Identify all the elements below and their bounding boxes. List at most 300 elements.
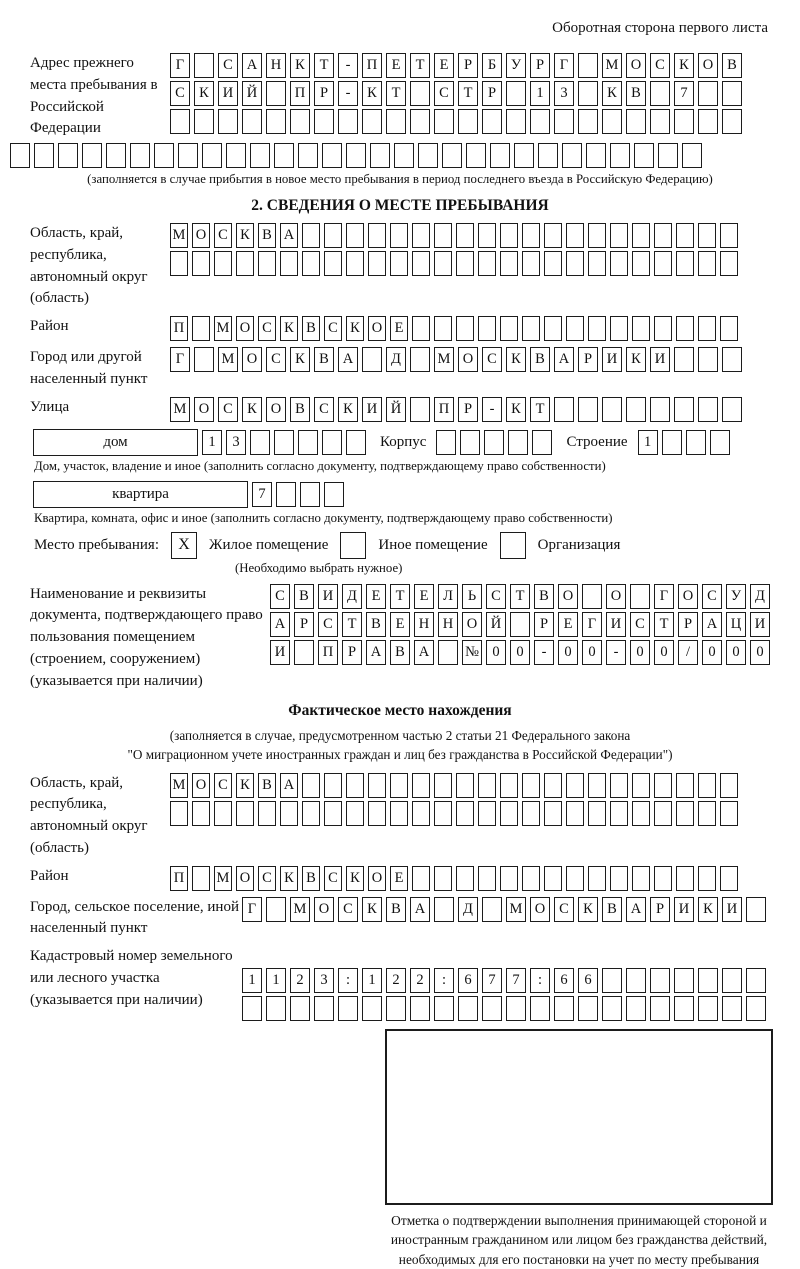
char-box <box>650 109 670 134</box>
char-box: П <box>362 53 382 78</box>
char-box: А <box>270 612 290 637</box>
cadastral-label: Кадастровый номер земельного или лесного участка (указывается при наличии) <box>30 948 233 1008</box>
char-box: 0 <box>654 640 674 665</box>
char-box: О <box>458 347 478 372</box>
char-box: Г <box>654 584 674 609</box>
city-block <box>30 347 770 391</box>
char-box <box>242 996 262 1021</box>
char-box <box>434 109 454 134</box>
prev-address-label: Адрес прежнего места пребывания в Российской Федерации <box>30 55 158 137</box>
char-box: К <box>290 347 310 372</box>
char-box: Р <box>314 81 334 106</box>
char-box <box>632 773 650 798</box>
char-box: 1 <box>266 968 286 993</box>
char-box: К <box>280 316 298 341</box>
char-box <box>698 397 718 422</box>
char-box <box>522 251 540 276</box>
char-box <box>386 996 406 1021</box>
char-box <box>514 143 534 168</box>
char-box <box>610 801 628 826</box>
char-box <box>650 397 670 422</box>
street-label: Улица <box>30 398 70 415</box>
char-box <box>324 773 342 798</box>
char-box <box>588 801 606 826</box>
char-box: Й <box>242 81 262 106</box>
char-box <box>720 316 738 341</box>
document-row-3 <box>270 640 770 665</box>
char-box: А <box>366 640 386 665</box>
char-box <box>722 996 742 1021</box>
char-box: 1 <box>202 430 222 455</box>
char-box <box>434 773 452 798</box>
char-box <box>544 866 562 891</box>
char-box <box>106 143 126 168</box>
char-box: В <box>314 347 334 372</box>
char-box <box>602 996 622 1021</box>
char-box: С <box>270 584 290 609</box>
char-box: В <box>366 612 386 637</box>
char-box <box>566 316 584 341</box>
char-box: 0 <box>750 640 770 665</box>
char-box: К <box>242 397 262 422</box>
char-box <box>720 801 738 826</box>
char-box: К <box>698 897 718 922</box>
char-box <box>538 143 558 168</box>
document-label: Наименование и реквизиты документа, подтверждающего право пользования помещением (строением, сооружением) (указывается при наличии) <box>30 585 263 689</box>
char-box: П <box>290 81 310 106</box>
char-box: С <box>338 897 358 922</box>
char-box: И <box>722 897 742 922</box>
char-box: 7 <box>252 482 272 507</box>
char-box: А <box>626 897 646 922</box>
char-box: В <box>302 866 320 891</box>
char-box: М <box>170 223 188 248</box>
char-box <box>478 223 496 248</box>
char-box <box>500 316 518 341</box>
apartment-cells <box>252 482 344 507</box>
char-box: О <box>462 612 482 637</box>
char-box: К <box>346 866 364 891</box>
char-box: А <box>338 347 358 372</box>
char-box <box>662 430 682 455</box>
char-box <box>298 143 318 168</box>
char-box <box>154 143 174 168</box>
char-box: Р <box>578 347 598 372</box>
char-box: Н <box>414 612 434 637</box>
actual-region-block <box>30 773 770 860</box>
char-box: № <box>462 640 482 665</box>
char-box <box>676 316 694 341</box>
char-box <box>82 143 102 168</box>
char-box: 0 <box>726 640 746 665</box>
char-box <box>626 397 646 422</box>
char-box <box>610 316 628 341</box>
char-box: М <box>506 897 526 922</box>
char-box <box>544 251 562 276</box>
char-box: Р <box>534 612 554 637</box>
char-box <box>274 143 294 168</box>
char-box <box>566 866 584 891</box>
char-box <box>626 968 646 993</box>
house-row <box>33 429 770 456</box>
char-box: О <box>626 53 646 78</box>
char-box <box>490 143 510 168</box>
char-box: О <box>558 584 578 609</box>
char-box: С <box>314 397 334 422</box>
char-box: Й <box>486 612 506 637</box>
char-box <box>698 773 716 798</box>
prev-address-row-4 <box>10 143 770 168</box>
char-box: О <box>606 584 626 609</box>
char-box: / <box>678 640 698 665</box>
actual-district-label: Район <box>30 867 69 884</box>
region-rows <box>170 223 738 276</box>
stroenie-cells <box>638 430 730 455</box>
char-box: Д <box>458 897 478 922</box>
char-box <box>214 251 232 276</box>
char-box <box>650 968 670 993</box>
prev-address-block <box>30 53 770 140</box>
document-row-1 <box>270 584 770 609</box>
char-box: К <box>578 897 598 922</box>
char-box: В <box>258 223 276 248</box>
actual-district-block <box>30 866 770 891</box>
char-box: 7 <box>482 968 502 993</box>
char-box <box>634 143 654 168</box>
char-box <box>266 81 286 106</box>
char-box: 0 <box>630 640 650 665</box>
char-box <box>676 223 694 248</box>
char-box: 2 <box>386 968 406 993</box>
char-box <box>456 866 474 891</box>
char-box <box>192 866 210 891</box>
char-box <box>588 316 606 341</box>
char-box: М <box>214 866 232 891</box>
char-box <box>194 53 214 78</box>
char-box: 0 <box>702 640 722 665</box>
char-box <box>722 397 742 422</box>
prev-address-note: (заполняется в случае прибытия в новое место пребывания в период последнего въезда в Российскую Федерацию) <box>87 172 713 186</box>
char-box: - <box>606 640 626 665</box>
char-box <box>654 251 672 276</box>
char-box: Б <box>482 53 502 78</box>
char-box <box>410 397 430 422</box>
char-box <box>698 81 718 106</box>
char-box <box>720 773 738 798</box>
char-box: Г <box>582 612 602 637</box>
char-box: К <box>506 347 526 372</box>
char-box: В <box>390 640 410 665</box>
stay-type-note: (Необходимо выбрать нужное) <box>235 560 403 575</box>
char-box <box>214 801 232 826</box>
apartment-row <box>33 481 770 508</box>
actual-region-rows <box>170 773 738 826</box>
char-box <box>302 223 320 248</box>
char-box: О <box>698 53 718 78</box>
char-box: А <box>280 773 298 798</box>
actual-city-block <box>30 897 770 941</box>
char-box <box>436 430 456 455</box>
char-box: Ц <box>726 612 746 637</box>
char-box: В <box>290 397 310 422</box>
char-box: С <box>218 397 238 422</box>
char-box: В <box>626 81 646 106</box>
char-box <box>654 773 672 798</box>
cadastral-rows <box>242 946 766 1021</box>
char-box: М <box>170 397 190 422</box>
char-box: Л <box>438 584 458 609</box>
actual-city-label: Город, сельское поселение, иной населенный пункт <box>30 898 239 937</box>
char-box <box>566 223 584 248</box>
char-box <box>610 866 628 891</box>
prev-address-row-1 <box>170 53 742 78</box>
char-box <box>434 251 452 276</box>
char-box: К <box>602 81 622 106</box>
char-box: 3 <box>226 430 246 455</box>
char-box: : <box>434 968 454 993</box>
char-box: 0 <box>486 640 506 665</box>
char-box: К <box>236 223 254 248</box>
char-box <box>236 801 254 826</box>
char-box <box>698 347 718 372</box>
char-box: 2 <box>290 968 310 993</box>
char-box <box>626 996 646 1021</box>
char-box <box>478 316 496 341</box>
actual-location-title: Фактическое место нахождения <box>288 702 512 720</box>
char-box <box>588 773 606 798</box>
cadastral-block <box>30 946 770 1021</box>
char-box <box>274 430 294 455</box>
char-box <box>298 430 318 455</box>
char-box <box>544 801 562 826</box>
region-row-1 <box>170 223 738 248</box>
char-box: У <box>726 584 746 609</box>
char-box: Ь <box>462 584 482 609</box>
char-box <box>602 109 622 134</box>
char-box <box>632 801 650 826</box>
char-box <box>458 996 478 1021</box>
char-box <box>650 81 670 106</box>
char-box: Т <box>342 612 362 637</box>
char-box <box>390 773 408 798</box>
char-box <box>302 251 320 276</box>
char-box <box>654 223 672 248</box>
char-box <box>346 773 364 798</box>
char-box <box>566 251 584 276</box>
char-box <box>390 251 408 276</box>
district-label: Район <box>30 318 69 334</box>
char-box <box>506 996 526 1021</box>
char-box: Д <box>386 347 406 372</box>
char-box <box>674 968 694 993</box>
char-box <box>746 968 766 993</box>
char-box <box>34 143 54 168</box>
char-box <box>554 109 574 134</box>
char-box <box>658 143 678 168</box>
char-box: М <box>602 53 622 78</box>
char-box: К <box>506 397 526 422</box>
char-box: 3 <box>314 968 334 993</box>
char-box <box>300 482 320 507</box>
char-box <box>626 109 646 134</box>
korpus-label: Корпус <box>380 433 427 450</box>
char-box: : <box>530 968 550 993</box>
char-box: С <box>324 316 342 341</box>
char-box <box>192 251 210 276</box>
char-box: Е <box>434 53 454 78</box>
char-box <box>394 143 414 168</box>
char-box <box>386 109 406 134</box>
char-box: О <box>368 316 386 341</box>
char-box <box>674 109 694 134</box>
char-box <box>586 143 606 168</box>
char-box: Е <box>390 866 408 891</box>
char-box <box>720 866 738 891</box>
char-box <box>650 996 670 1021</box>
char-box: С <box>482 347 502 372</box>
char-box: В <box>722 53 742 78</box>
char-box <box>746 897 766 922</box>
char-box: И <box>650 347 670 372</box>
checkbox-organization <box>500 532 526 559</box>
char-box: О <box>266 397 286 422</box>
char-box <box>482 996 502 1021</box>
char-box <box>368 801 386 826</box>
char-box <box>676 773 694 798</box>
char-box: М <box>434 347 454 372</box>
char-box: Т <box>458 81 478 106</box>
actual-city-row <box>242 897 766 922</box>
char-box <box>434 897 454 922</box>
char-box: П <box>170 866 188 891</box>
char-box: 6 <box>554 968 574 993</box>
char-box: 6 <box>578 968 598 993</box>
region-label: Область, край, республика, автономный округ (область) <box>30 225 148 307</box>
char-box <box>676 251 694 276</box>
option-other-premises-label: Иное помещение <box>378 536 488 553</box>
char-box: М <box>290 897 310 922</box>
checkbox-residential: X <box>171 532 197 559</box>
prev-address-rows <box>170 53 742 134</box>
char-box: С <box>214 223 232 248</box>
char-box <box>632 251 650 276</box>
char-box: - <box>338 81 358 106</box>
char-box <box>410 81 430 106</box>
char-box: 1 <box>638 430 658 455</box>
char-box <box>554 397 574 422</box>
char-box <box>390 223 408 248</box>
char-box: И <box>602 347 622 372</box>
char-box <box>434 801 452 826</box>
char-box <box>434 996 454 1021</box>
char-box: И <box>318 584 338 609</box>
char-box <box>290 996 310 1021</box>
char-box: Г <box>242 897 262 922</box>
char-box <box>192 801 210 826</box>
char-box <box>602 968 622 993</box>
char-box <box>346 251 364 276</box>
actual-region-label: Область, край, республика, автономный округ (область) <box>30 774 148 856</box>
char-box: П <box>170 316 188 341</box>
char-box: А <box>554 347 574 372</box>
char-box: Н <box>438 612 458 637</box>
char-box: С <box>318 612 338 637</box>
char-box <box>192 316 210 341</box>
char-box <box>578 81 598 106</box>
char-box <box>412 223 430 248</box>
char-box <box>578 397 598 422</box>
stamp-box <box>385 1029 773 1205</box>
char-box: : <box>338 968 358 993</box>
char-box: С <box>630 612 650 637</box>
char-box: О <box>236 866 254 891</box>
char-box: П <box>318 640 338 665</box>
char-box <box>530 996 550 1021</box>
street-row <box>170 397 742 422</box>
apartment-type-box: квартира <box>33 481 248 508</box>
actual-region-row-1 <box>170 773 738 798</box>
char-box <box>478 801 496 826</box>
char-box <box>170 801 188 826</box>
char-box <box>588 223 606 248</box>
char-box <box>280 251 298 276</box>
char-box <box>258 801 276 826</box>
char-box <box>346 801 364 826</box>
char-box <box>508 430 528 455</box>
char-box <box>578 109 598 134</box>
char-box: - <box>534 640 554 665</box>
stay-type-label: Место пребывания: <box>34 536 159 553</box>
char-box: О <box>192 223 210 248</box>
char-box <box>610 773 628 798</box>
char-box: Т <box>530 397 550 422</box>
char-box <box>362 109 382 134</box>
char-box <box>170 251 188 276</box>
cadastral-row-1 <box>242 968 766 993</box>
char-box: А <box>280 223 298 248</box>
char-box: И <box>270 640 290 665</box>
char-box <box>482 109 502 134</box>
actual-location-note-line2: "О миграционном учете иностранных граждан и лиц без гражданства в Российской Федерации") <box>127 747 673 763</box>
city-row <box>170 347 742 372</box>
char-box <box>324 223 342 248</box>
char-box <box>530 109 550 134</box>
char-box <box>456 773 474 798</box>
char-box <box>412 801 430 826</box>
char-box <box>314 109 334 134</box>
char-box <box>610 143 630 168</box>
char-box: М <box>214 316 232 341</box>
char-box <box>370 143 390 168</box>
char-box <box>456 251 474 276</box>
char-box: Т <box>410 53 430 78</box>
district-block <box>30 316 770 341</box>
char-box <box>434 316 452 341</box>
char-box <box>506 81 526 106</box>
char-box <box>178 143 198 168</box>
char-box <box>346 430 366 455</box>
char-box <box>632 223 650 248</box>
char-box: Е <box>390 612 410 637</box>
char-box <box>368 773 386 798</box>
char-box <box>610 223 628 248</box>
char-box <box>698 316 716 341</box>
char-box <box>566 773 584 798</box>
char-box <box>630 584 650 609</box>
char-box: А <box>410 897 430 922</box>
char-box <box>698 223 716 248</box>
char-box: Т <box>386 81 406 106</box>
